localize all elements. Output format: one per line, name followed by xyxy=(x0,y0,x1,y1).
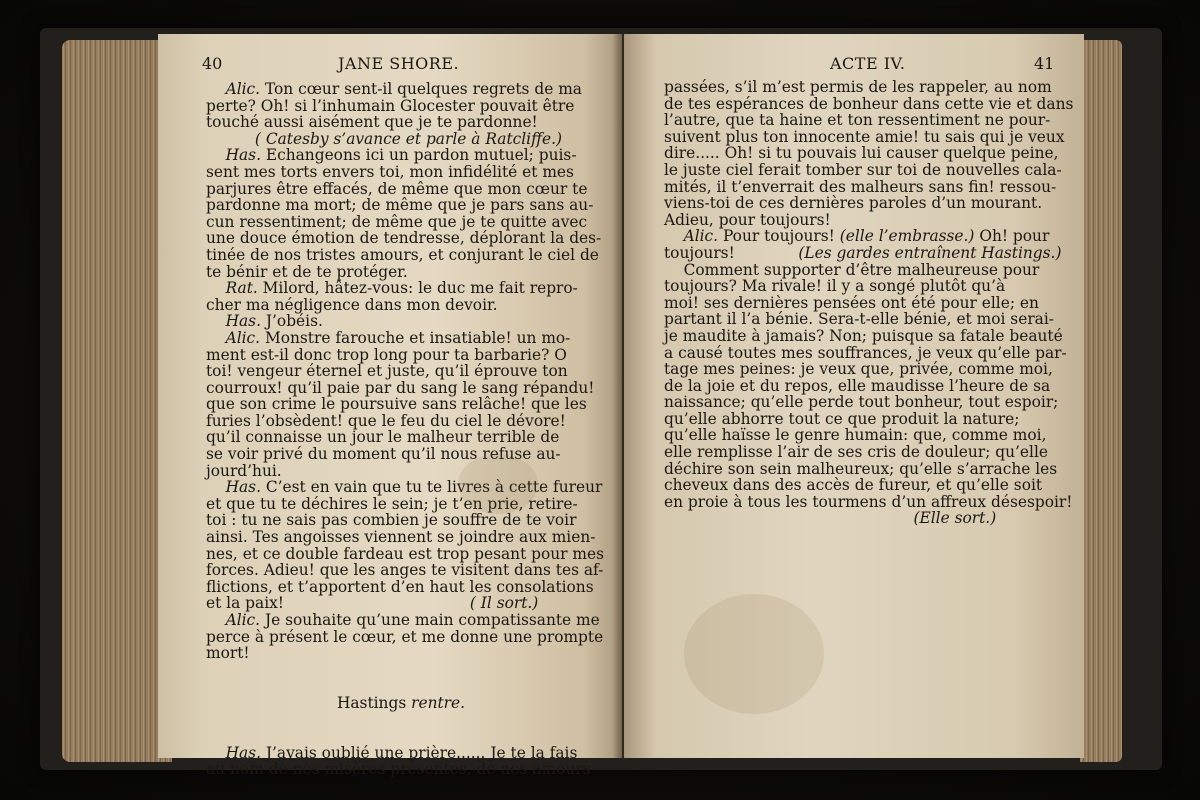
italic-run: Alic. xyxy=(225,611,261,629)
text-line xyxy=(664,179,1073,196)
text-line xyxy=(206,446,604,463)
text-line xyxy=(664,477,1073,494)
text-line xyxy=(664,262,1073,279)
text-line xyxy=(206,330,604,347)
text-run: C’est en vain que tu te livres à cette fureur xyxy=(260,478,603,497)
text-run: J’avais oublié une prière...... Je te la fais xyxy=(260,743,578,762)
text-run: naissance; qu’elle perde tout bonheur, tout espoir; xyxy=(664,393,1059,412)
text-line xyxy=(664,295,1073,312)
text-run: perce à présent le cœur, et me donne une prompte xyxy=(206,627,604,646)
text-run: tinée de nos tristes amours, et conjurant le ciel de xyxy=(206,245,599,264)
text-run: se voir privé du moment qu’il nous refuse au- xyxy=(206,445,561,464)
text-run: jourd’hui. xyxy=(206,461,282,480)
text-line xyxy=(206,98,604,115)
text-run: moi! ses dernières pensées ont été pour elle; en xyxy=(664,293,1039,312)
text-run: le juste ciel ferait tomber sur toi de nouvelles cala- xyxy=(664,160,1062,179)
left-page xyxy=(158,34,622,779)
text-line xyxy=(664,245,1073,262)
text-run: ainsi. Tes angoisses viennent se joindre aux mien- xyxy=(206,528,596,547)
text-line xyxy=(206,479,604,496)
text-line xyxy=(206,131,604,148)
text-run: te bénir et de te protéger. xyxy=(206,262,408,281)
text-run: a causé toutes mes souffrances, je veux qu’elle par- xyxy=(664,343,1067,362)
text-run: perte? Oh! si l’inhumain Glocester pouvait être xyxy=(206,96,575,115)
text-run: Hastings xyxy=(336,693,412,712)
italic-run: Has. xyxy=(225,743,261,762)
page-number: 41 xyxy=(1034,54,1055,73)
text-line xyxy=(206,280,604,297)
text-run xyxy=(664,227,684,245)
text-line xyxy=(206,645,604,662)
text-run: que son crime le poursuive sans relâche! que les xyxy=(206,395,587,414)
spacer xyxy=(206,678,604,695)
text-line xyxy=(664,129,1073,146)
text-line xyxy=(664,328,1073,345)
italic-run: Alic. xyxy=(225,80,261,98)
italic-run: Alic. xyxy=(683,227,719,246)
text-run xyxy=(206,744,226,762)
text-run: cheveux dans des accès de fureur, et qu’elle soit xyxy=(664,476,1043,495)
text-run: mités, il t’enverrait des malheurs sans fin! ressou- xyxy=(664,177,1057,196)
text-run: je maudite à jamais? Non; puisque sa fatale beauté xyxy=(664,326,1063,345)
text-run: une douce émotion de tendresse, déplorant la des- xyxy=(206,229,602,248)
text-run xyxy=(206,146,226,164)
right-page xyxy=(624,34,1084,758)
text-run: déchire son sein malheureux; qu’elle s’arrache les xyxy=(664,459,1058,478)
text-line xyxy=(206,264,604,281)
text-line xyxy=(206,595,604,612)
text-run: qu’elle abhorre tout ce que produit la nature; xyxy=(664,409,1020,428)
text-line xyxy=(206,496,604,513)
italic-run: Rat. xyxy=(225,279,258,298)
page-edges-left xyxy=(62,40,172,762)
text-run: de la joie et du repos, elle maudisse l’heure de sa xyxy=(664,376,1051,395)
italic-run: (elle l’embrasse.) xyxy=(839,227,975,246)
text-run: au nom de nos misères présentes, de nos amours xyxy=(206,760,591,779)
text-run: qu’elle haïsse le genre humain: que, comme moi, xyxy=(664,426,1047,445)
text-run: viens-toi de ces dernières paroles d’un mourant. xyxy=(664,194,1043,213)
spacer xyxy=(206,712,604,729)
text-line xyxy=(664,494,1073,511)
page-edges-right xyxy=(1080,40,1122,762)
italic-run: (Les gardes entraînent Hastings.) xyxy=(798,243,1062,262)
text-run: Pour toujours! xyxy=(718,227,840,246)
left-page-text xyxy=(206,81,604,778)
text-line xyxy=(206,363,604,380)
text-line xyxy=(206,529,604,546)
italic-run: ( Il sort.) xyxy=(469,594,539,613)
text-line xyxy=(206,380,604,397)
text-line xyxy=(206,745,604,762)
text-line xyxy=(206,114,604,131)
text-run: furies l’obsèdent! que le feu du ciel le dévore! xyxy=(206,411,566,430)
italic-run: Has. xyxy=(225,146,261,165)
text-run: Je souhaite qu’une main compatissante me xyxy=(260,611,600,629)
text-run: partant il l’a bénie. Sera-t-elle bénie, et moi serai- xyxy=(664,310,1054,329)
text-line xyxy=(664,394,1073,411)
text-line xyxy=(664,411,1073,428)
text-run: pardonne ma mort; de même que je pars sans au- xyxy=(206,196,594,215)
text-run: et que tu te déchires le sein; je t’en prie, retire- xyxy=(206,494,578,513)
text-run: toi! vengeur éternel et juste, qu’il éprouve ton xyxy=(206,362,568,381)
text-line xyxy=(206,761,604,778)
text-line xyxy=(664,112,1073,129)
text-line xyxy=(206,313,604,330)
text-line xyxy=(206,546,604,563)
text-run: toujours! xyxy=(664,243,799,262)
text-run: courroux! qu’il paie par du sang le sang répandu! xyxy=(206,378,595,397)
text-run xyxy=(206,80,226,98)
text-line xyxy=(206,579,604,596)
text-line xyxy=(206,562,604,579)
italic-run: (Elle sort.) xyxy=(913,509,997,528)
text-line xyxy=(664,145,1073,162)
right-page-text xyxy=(664,79,1073,527)
running-head: ACTE IV. xyxy=(830,54,906,73)
text-line xyxy=(206,181,604,198)
text-line xyxy=(206,81,604,98)
text-line xyxy=(206,612,604,629)
text-run: Oh! pour xyxy=(974,227,1050,246)
text-run: sent mes torts envers toi, mon infidélité et mes xyxy=(206,162,574,181)
text-line xyxy=(206,147,604,164)
text-run: suivent plus ton innocente amie! tu sais qui je veux xyxy=(664,127,1065,146)
text-run xyxy=(664,509,914,527)
text-run: mort! xyxy=(206,644,250,663)
text-line xyxy=(206,297,604,314)
text-run: nes, et ce double fardeau est trop pesant pour mes xyxy=(206,544,605,563)
text-line xyxy=(206,512,604,529)
text-run: tage mes peines: je veux que, privée, comme moi, xyxy=(664,360,1053,379)
text-line xyxy=(664,345,1073,362)
text-line xyxy=(206,463,604,480)
text-line xyxy=(664,510,1073,527)
text-run: Monstre farouche et insatiable! un mo- xyxy=(260,328,571,347)
text-run: en proie à tous les tourmens d’un affreux désespoir! xyxy=(664,492,1073,511)
italic-run: Has. xyxy=(225,312,261,331)
text-line xyxy=(206,629,604,646)
text-line xyxy=(664,96,1073,113)
text-run: Milord, hâtez-vous: le duc me fait repro- xyxy=(257,279,578,298)
text-run: dire..... Oh! si tu pouvais lui causer quelque peine, xyxy=(664,144,1059,163)
italic-run: ( Catesby s’avance et parle à Ratcliffe.) xyxy=(206,129,563,148)
text-run: elle remplisse l’air de ses cris de douleur; qu’elle xyxy=(664,443,1048,462)
text-line xyxy=(664,278,1073,295)
text-run: J’obéis. xyxy=(260,312,323,331)
text-run: toujours? Ma rivale! il y a songé plutôt qu’à xyxy=(664,277,1006,296)
text-line xyxy=(664,444,1073,461)
text-line xyxy=(664,79,1073,96)
paper-stain xyxy=(684,594,824,714)
text-run: Comment supporter d’être malheureuse pour xyxy=(664,260,1040,279)
italic-run: Alic. xyxy=(225,328,261,347)
text-line xyxy=(206,230,604,247)
text-run: toi : tu ne sais pas combien je souffre de te voir xyxy=(206,511,577,530)
text-run: cun ressentiment; de même que je te quitte avec xyxy=(206,212,588,231)
text-run: Echangeons ici un pardon mutuel; puis- xyxy=(260,146,577,165)
text-run: qu’il connaisse un jour le malheur terrible de xyxy=(206,428,560,447)
text-run: et la paix! xyxy=(206,594,470,613)
text-run xyxy=(206,312,226,330)
text-run xyxy=(206,279,226,297)
italic-run: Has. xyxy=(225,478,261,497)
text-line xyxy=(664,361,1073,378)
text-line xyxy=(664,461,1073,478)
text-run: Ton cœur sent-il quelques regrets de ma xyxy=(260,80,582,98)
text-run xyxy=(206,611,226,629)
text-line xyxy=(206,429,604,446)
text-run: parjures être effacés, de même que mon cœur te xyxy=(206,179,588,198)
text-line xyxy=(206,164,604,181)
text-run: ment est-il donc trop long pour ta barbarie? O xyxy=(206,345,567,364)
text-run: Adieu, pour toujours! xyxy=(664,210,831,229)
running-head: JANE SHORE. xyxy=(338,54,460,73)
text-line xyxy=(664,162,1073,179)
spacer xyxy=(206,662,604,679)
text-line xyxy=(664,195,1073,212)
paper-stain xyxy=(458,454,538,514)
text-line xyxy=(664,212,1073,229)
text-run: cher ma négligence dans mon devoir. xyxy=(206,295,498,314)
text-run: touché aussi aisément que je te pardonne! xyxy=(206,113,538,132)
text-run xyxy=(206,329,226,347)
text-run: flictions, et t’apportent d’en haut les consolations xyxy=(206,577,594,596)
text-line xyxy=(206,247,604,264)
page-number: 40 xyxy=(202,54,223,73)
text-line xyxy=(206,347,604,364)
text-line xyxy=(206,396,604,413)
text-line xyxy=(664,228,1073,245)
text-run: l’autre, que ta haine et ton ressentiment ne pour- xyxy=(664,111,1051,130)
spacer xyxy=(206,728,604,745)
text-run xyxy=(206,478,226,496)
text-run: forces. Adieu! que les anges te visitent dans tes af- xyxy=(206,561,604,580)
text-line xyxy=(664,311,1073,328)
text-line xyxy=(206,413,604,430)
stage-direction xyxy=(206,695,596,712)
text-line xyxy=(664,427,1073,444)
text-run: passées, s’il m’est permis de les rappeler, au nom xyxy=(664,78,1052,96)
text-line xyxy=(664,378,1073,395)
text-line xyxy=(206,197,604,214)
text-run: de tes espérances de bonheur dans cette vie et dans xyxy=(664,94,1074,113)
text-line xyxy=(206,214,604,231)
italic-run: rentre. xyxy=(411,693,466,712)
